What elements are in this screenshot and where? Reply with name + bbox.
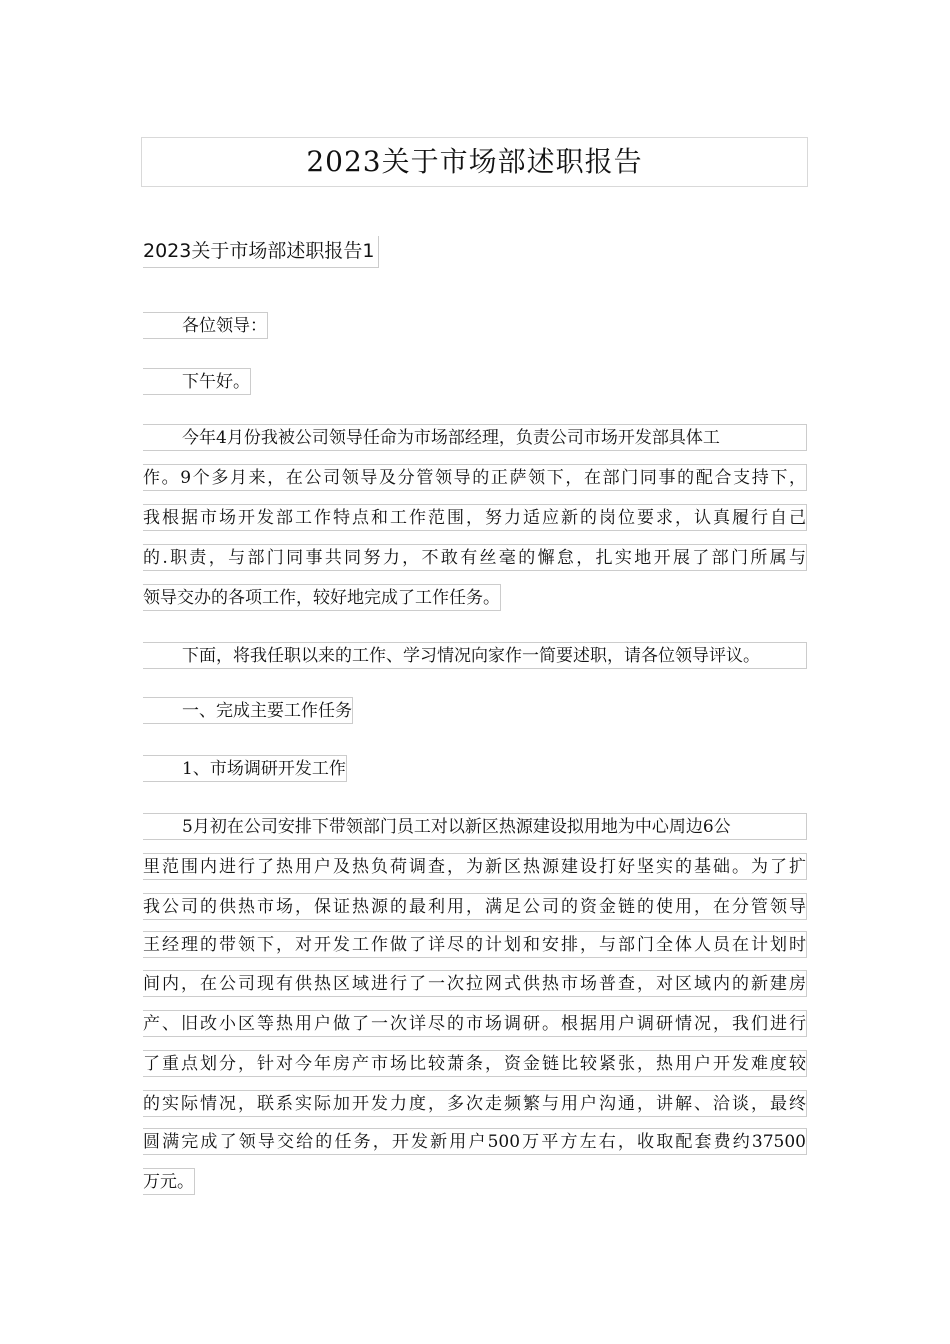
paragraph-2: 下面，将我任职以来的工作、学习情况向家作一简要述职，请各位领导评议。: [143, 642, 807, 669]
paragraph-line: 产、旧改小区等热用户做了一次详尽的市场调研。根据用户调研情况，我们进行: [143, 1010, 807, 1037]
salutation-line: 下午好。: [143, 368, 251, 395]
section-heading: 2023关于市场部述职报告1: [143, 236, 379, 268]
paragraph-line: 的.职责，与部门同事共同努力，不敢有丝毫的懈怠，扎实地开展了部门所属与: [143, 544, 807, 571]
document-title-box: [141, 137, 808, 187]
paragraph-line: 5月初在公司安排下带领部门员工对以新区热源建设拟用地为中心周边6公: [143, 813, 807, 840]
paragraph-line: 领导交办的各项工作，较好地完成了工作任务。: [143, 584, 501, 611]
paragraph-line: 间内，在公司现有供热区域进行了一次拉网式供热市场普查，对区域内的新建房: [143, 970, 807, 997]
paragraph-line: 里范围内进行了热用户及热负荷调查，为新区热源建设打好坚实的基础。为了扩: [143, 853, 807, 880]
paragraph-line: 作。9个多月来，在公司领导及分管领导的正萨领下，在部门同事的配合支持下，: [143, 464, 807, 491]
paragraph-line: 我根据市场开发部工作特点和工作范围，努力适应新的岗位要求，认真履行自己: [143, 504, 807, 531]
paragraph-line: 我公司的供热市场，保证热源的最利用，满足公司的资金链的使用，在分管领导: [143, 893, 807, 920]
document-title: 2023关于市场部述职报告: [306, 145, 643, 178]
paragraph-line: 的实际情况，联系实际加开发力度，多次走频繁与用户沟通，讲解、洽谈，最终: [143, 1090, 807, 1117]
heading-one: 一、完成主要工作任务: [143, 697, 353, 724]
greeting-line: 各位领导：: [143, 312, 268, 339]
paragraph-line: 了重点划分，针对今年房产市场比较萧条，资金链比较紧张，热用户开发难度较: [143, 1050, 807, 1077]
paragraph-line: 今年4月份我被公司领导任命为市场部经理，负责公司市场开发部具体工: [143, 424, 807, 451]
paragraph-line: 王经理的带领下，对开发工作做了详尽的计划和安排，与部门全体人员在计划时: [143, 931, 807, 958]
paragraph-line: 万元。: [143, 1168, 195, 1195]
paragraph-line: 圆满完成了领导交给的任务，开发新用户500万平方左右，收取配套费约37500: [143, 1128, 807, 1155]
heading-one-sub: 1、市场调研开发工作: [143, 755, 347, 782]
